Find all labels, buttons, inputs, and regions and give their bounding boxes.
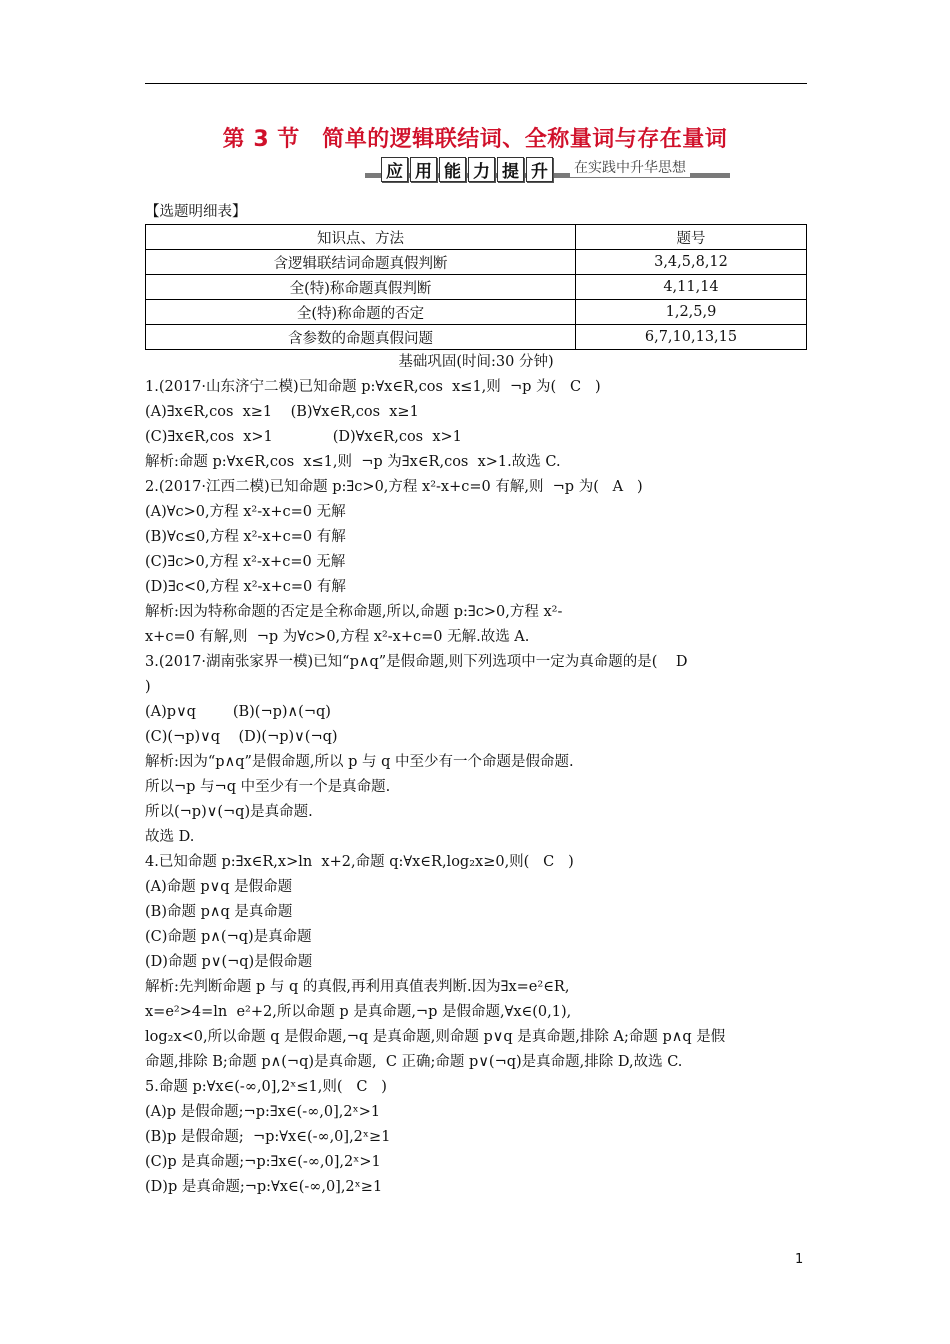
banner-boxes (381, 157, 553, 182)
text-line: (C)∃x∈R,cos x>1 (D)∀x∈R,cos x>1 (145, 429, 462, 445)
banner-char: 提 (497, 157, 524, 182)
text-line: ) (145, 679, 151, 695)
number-cell: 6,7,10,13,15 (576, 325, 807, 350)
text-line: (D)∃c<0,方程 x²-x+c=0 有解 (145, 579, 346, 595)
topic-cell: 全(特)称命题真假判断 (146, 275, 576, 300)
table-row (146, 275, 807, 300)
text-line: 1.(2017·山东济宁二模)已知命题 p:∀x∈R,cos x≤1,则 ¬p 为( C ) (145, 379, 601, 395)
text-line: 解析:先判断命题 p 与 q 的真假,再利用真值表判断.因为∃x=e²∈R, (145, 979, 570, 995)
table-row (146, 325, 807, 350)
text-line: 解析:因为“p∧q”是假命题,所以 p 与 q 中至少有一个命题是假命题. (145, 754, 574, 770)
text-line: (A)∀c>0,方程 x²-x+c=0 无解 (145, 504, 346, 520)
text-line: (B)命题 p∧q 是真命题 (145, 904, 293, 920)
text-line: (A)命题 p∨q 是假命题 (145, 879, 293, 895)
text-line: 解析:命题 p:∀x∈R,cos x≤1,则 ¬p 为∃x∈R,cos x>1.故选 C. (145, 454, 561, 470)
text-line: (C)∃c>0,方程 x²-x+c=0 无解 (145, 554, 346, 570)
table-row (146, 250, 807, 275)
text-line: (D)命题 p∨(¬q)是假命题 (145, 954, 313, 970)
text-line: (C)(¬p)∨q (D)(¬p)∨(¬q) (145, 729, 338, 745)
text-line: (A)p 是假命题;¬p:∃x∈(-∞,0],2ˣ>1 (145, 1104, 381, 1120)
table-row (146, 300, 807, 325)
header-number: 题号 (576, 225, 807, 250)
text-line: 所以(¬p)∨(¬q)是真命题. (145, 804, 313, 820)
topic-cell: 含参数的命题真假问题 (146, 325, 576, 350)
page-title: 第 3 节 简单的逻辑联结词、全称量词与存在量词 (222, 127, 728, 152)
text-line: (B)p 是假命题; ¬p:∀x∈(-∞,0],2ˣ≥1 (145, 1129, 391, 1145)
banner-char: 应 (381, 157, 408, 182)
text-line: (C)p 是真命题;¬p:∃x∈(-∞,0],2ˣ>1 (145, 1154, 381, 1170)
banner-char: 能 (439, 157, 466, 182)
text-line: 解析:因为特称命题的否定是全称命题,所以,命题 p:∃c>0,方程 x²- (145, 604, 563, 620)
text-line: x+c=0 有解,则 ¬p 为∀c>0,方程 x²-x+c=0 无解.故选 A. (145, 629, 530, 645)
document-body (145, 200, 807, 1200)
header-topic: 知识点、方法 (146, 225, 576, 250)
number-cell: 1,2,5,9 (576, 300, 807, 325)
text-line: x=e²>4=ln e²+2,所以命题 p 是真命题,¬p 是假命题,∀x∈(0,1), (145, 1004, 572, 1020)
section-heading: 基础巩固(时间:30 分钟) (398, 354, 554, 370)
banner-char: 力 (468, 157, 495, 182)
page-number: 1 (795, 1252, 804, 1267)
text-line: 3.(2017·湖南张家界一模)已知“p∧q”是假命题,则下列选项中一定为真命题的是( D (145, 654, 688, 670)
text-line: 5.命题 p:∀x∈(-∞,0],2ˣ≤1,则( C ) (145, 1079, 387, 1095)
text-line: (A)∃x∈R,cos x≥1 (B)∀x∈R,cos x≥1 (145, 404, 419, 420)
text-line: (A)p∨q (B)(¬p)∧(¬q) (145, 704, 331, 720)
number-cell: 3,4,5,8,12 (576, 250, 807, 275)
banner-slogan: 在实践中升华思想 (570, 157, 690, 177)
topic-cell: 含逻辑联结词命题真假判断 (146, 250, 576, 275)
banner-char: 用 (410, 157, 437, 182)
section-banner (365, 157, 730, 181)
text-line: (D)p 是真命题;¬p:∀x∈(-∞,0],2ˣ≥1 (145, 1179, 383, 1195)
text-line: 所以¬p 与¬q 中至少有一个是真命题. (145, 779, 391, 795)
text-line: 命题,排除 B;命题 p∧(¬q)是真命题, C 正确;命题 p∨(¬q)是真命题,排除 D,故选 C. (145, 1054, 683, 1070)
text-line: 4.已知命题 p:∃x∈R,x>ln x+2,命题 q:∀x∈R,log₂x≥0,则( C ) (145, 854, 574, 870)
text-line: log₂x<0,所以命题 q 是假命题,¬q 是真命题,则命题 p∨q 是真命题,排除 A;命题 p∧q 是假 (145, 1029, 726, 1045)
topic-table (145, 224, 807, 350)
text-line: (B)∀c≤0,方程 x²-x+c=0 有解 (145, 529, 346, 545)
banner-char: 升 (526, 157, 553, 182)
topic-cell: 全(特)称命题的否定 (146, 300, 576, 325)
text-line: (C)命题 p∧(¬q)是真命题 (145, 929, 312, 945)
header-rule (145, 83, 807, 84)
number-cell: 4,11,14 (576, 275, 807, 300)
text-line: 2.(2017·江西二模)已知命题 p:∃c>0,方程 x²-x+c=0 有解,则 ¬p 为( A ) (145, 479, 643, 495)
table-header-row (146, 225, 807, 250)
text-line: 故选 D. (145, 829, 195, 845)
table-caption: 【选题明细表】 (145, 204, 247, 220)
